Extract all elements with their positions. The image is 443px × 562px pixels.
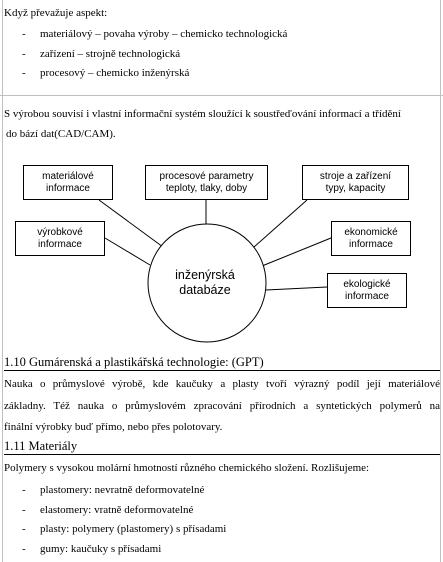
material-item: elastomery: vratně deformovatelné <box>40 504 194 516</box>
heading-underline <box>4 370 440 371</box>
box-process-parameters <box>145 165 268 200</box>
box-economic-info <box>331 221 411 256</box>
connector-ecologic <box>266 287 327 290</box>
section-heading-materials: 1.11 Materiály <box>4 439 78 453</box>
bullet-marker: - <box>22 67 26 79</box>
material-item: gumy: kaučuky s přísadami <box>40 543 162 555</box>
intro-text: Když převažuje aspekt: <box>4 7 108 19</box>
bullet-marker: - <box>22 543 26 555</box>
box-text: informace <box>349 238 393 250</box>
connector-economic <box>262 238 331 266</box>
box-text: informace <box>345 290 389 302</box>
paragraph-line: do bází dat(CAD/CAM). <box>6 128 116 140</box>
heading-underline <box>4 454 440 455</box>
bullet-marker: - <box>22 48 26 60</box>
box-text: typy, kapacity <box>325 182 386 194</box>
material-item: plastomery: nevratně deformovatelné <box>40 484 205 496</box>
box-text: ekonomické <box>344 226 398 238</box>
aspect-item: zařízení – strojně technologická <box>40 48 181 60</box>
database-label-line: databáze <box>179 283 231 297</box>
database-label-line: inženýrská <box>175 268 235 282</box>
paragraph-line: S výrobou souvisí i vlastní informační systém sloužící k soustřeďování informací a třídění <box>4 108 401 120</box>
bullet-marker: - <box>22 484 26 496</box>
box-text: ekologické <box>343 278 391 290</box>
box-product-info <box>15 221 105 256</box>
box-text: materiálové <box>42 170 94 182</box>
box-text: teploty, tlaky, doby <box>165 182 248 194</box>
connector-product <box>105 238 150 265</box>
paragraph-line: Nauka o průmyslové výrobě, kde kaučuky a plasty tvoří výrazný podíl její materiálové <box>4 378 440 390</box>
section-heading-gpt: 1.10 Gumárenská a plastikářská technologie: (GPT) <box>4 355 264 369</box>
box-text: informace <box>38 238 82 250</box>
box-ecologic-info <box>327 273 407 308</box>
material-item: plasty: polymery (plastomery) s přísadami <box>40 523 227 535</box>
paragraph-line: Polymery s vysokou molární hmotností různého chemického složení. Rozlišujeme: <box>4 462 370 474</box>
paragraph-line: finální výrobky buď přímo, nebo přes polotovary. <box>4 421 223 433</box>
bullet-marker: - <box>22 28 26 40</box>
box-text: procesové parametry <box>159 170 254 182</box>
aspect-item: procesový – chemicko inženýrská <box>40 67 190 79</box>
box-machines <box>302 165 409 200</box>
bullet-marker: - <box>22 523 26 535</box>
connector-machines <box>254 200 307 247</box>
paragraph-line: základny. Též nauka o průmyslovém zpracování přírodních a syntetických polymerů na <box>4 400 440 412</box>
box-text: informace <box>46 182 90 194</box>
box-text: stroje a zařízení <box>319 170 392 182</box>
aspect-item: materiálový – povaha výroby – chemicko technologická <box>40 28 288 40</box>
database-label <box>145 268 265 298</box>
box-text: výrobkové <box>37 226 83 238</box>
bullet-marker: - <box>22 504 26 516</box>
box-material-info <box>23 165 113 200</box>
